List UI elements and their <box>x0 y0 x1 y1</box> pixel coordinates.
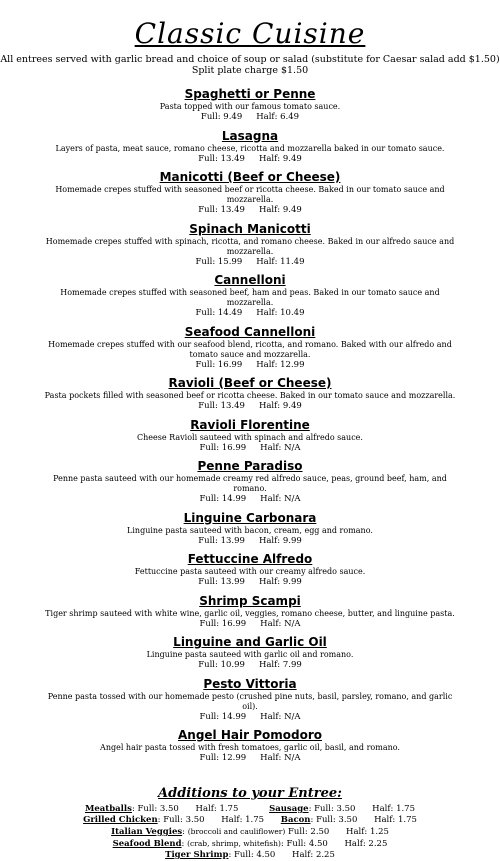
menu-items <box>0 87 500 764</box>
addition-tiger-shrimp-full: Full: 4.50 <box>234 850 276 860</box>
price-half: Half: N/A <box>260 618 301 629</box>
item-description: Homemade crepes stuffed with seasoned beef, ham and peas. Baked in our tomato sauce and mozzarella. <box>60 288 440 307</box>
item-price <box>0 154 500 165</box>
menu-item <box>0 594 500 630</box>
addition-italian-veggies-full: Full: 2.50 <box>288 827 330 837</box>
item-price <box>0 360 500 371</box>
price-half: Half: 11.49 <box>256 256 305 267</box>
addition-seafood-blend-note: (crab, shrimp, whitefish) <box>187 839 281 848</box>
addition-seafood-blend-label: Seafood Blend <box>112 839 182 849</box>
item-name: Seafood Cannelloni <box>184 324 316 339</box>
menu-item <box>0 273 500 319</box>
price-full: Full: 12.99 <box>199 753 247 763</box>
menu-item <box>0 376 500 412</box>
item-price <box>0 577 500 588</box>
price-half: Half: 9.99 <box>258 535 302 546</box>
addition-italian-veggies-half: Half: 1.25 <box>346 827 389 837</box>
item-price <box>0 112 500 123</box>
additions-row: Meatballs: Full: 3.50 Half: 1.75 Sausage: Full: 3.50 Half: 1.75 <box>84 804 415 814</box>
addition-seafood-blend-half: Half: 2.25 <box>344 839 388 849</box>
price-half: Half: N/A <box>260 494 301 504</box>
price-half: Half: 6.49 <box>256 112 300 122</box>
addition-italian-veggies-label: Italian Veggies <box>111 827 183 837</box>
item-description: Layers of pasta, meat sauce, romano cheese, ricotta and mozzarella baked in our tomato sauce. <box>55 143 445 153</box>
item-description: Homemade crepes stuffed with our seafood blend, ricotta, and romano. Baked with our alfredo and tomato sauce and mozzarella. <box>48 339 452 359</box>
price-full: Full: 14.99 <box>199 494 247 504</box>
addition-bacon-half: Half: 1.75 <box>374 815 417 825</box>
item-price <box>0 494 500 505</box>
menu-item <box>0 635 500 671</box>
price-full: Full: 16.99 <box>199 442 247 453</box>
additions-row: Grilled Chicken: Full: 3.50 Half: 1.75 Bacon: Full: 3.50 Half: 1.75 <box>83 815 417 825</box>
item-name: Angel Hair Pomodoro <box>178 728 322 742</box>
subtitle-line-2: Split plate charge $1.50 <box>191 65 309 76</box>
item-description: Angel hair pasta tossed with fresh tomatoes, garlic oil, basil, and romano. <box>100 743 400 752</box>
menu-item <box>0 728 500 764</box>
menu-item <box>0 511 500 547</box>
price-half: Half: 9.49 <box>258 205 302 215</box>
menu-item <box>0 222 500 268</box>
price-half: Half: 10.49 <box>256 308 305 318</box>
item-name: Fettuccine Alfredo <box>187 552 313 566</box>
item-price <box>0 205 500 216</box>
item-description: Homemade crepes stuffed with spinach, ricotta, and romano cheese. Baked in our alfredo sauce and mozzarella. <box>45 236 455 256</box>
item-description: Tiger shrimp sauteed with white wine, garlic oil, veggies, romano cheese, butter, and linguine pasta. <box>45 608 455 618</box>
price-full: Full: 16.99 <box>195 359 243 370</box>
item-price <box>0 619 500 630</box>
addition-bacon-full: Full: 3.50 <box>316 815 358 825</box>
menu-item <box>0 459 500 505</box>
item-description: Fettuccine pasta sauteed with our creamy alfredo sauce. <box>134 567 366 576</box>
item-description: Pasta topped with our famous tomato sauce. <box>159 102 341 111</box>
price-half: Half: N/A <box>260 711 301 722</box>
menu-item <box>0 552 500 588</box>
item-description: Cheese Ravioli sauteed with spinach and alfredo sauce. <box>137 432 363 442</box>
menu-item <box>0 677 500 723</box>
addition-meatballs-label: Meatballs <box>84 804 132 814</box>
item-name: Manicotti (Beef or Cheese) <box>159 170 341 184</box>
price-full: Full: 10.99 <box>198 660 245 670</box>
price-full: Full: 14.49 <box>195 308 243 318</box>
menu-item <box>0 87 500 123</box>
addition-bacon-label: Bacon <box>280 815 311 825</box>
item-price <box>0 443 500 454</box>
price-full: Full: 14.99 <box>199 711 247 722</box>
item-name: Spaghetti or Penne <box>184 87 316 101</box>
price-half: Half: N/A <box>260 442 301 453</box>
item-description: Homemade crepes stuffed with seasoned beef or ricotta cheese. Baked in our tomato sauce and mozzarella. <box>55 185 445 204</box>
menu-item <box>0 170 500 216</box>
additions-title: Additions to your Entree: <box>158 786 342 801</box>
item-name: Penne Paradiso <box>197 459 303 473</box>
item-name: Linguine and Garlic Oil <box>173 635 327 649</box>
item-name: Pesto Vittoria <box>203 676 297 691</box>
addition-sausage-label: Sausage <box>269 804 309 814</box>
price-full: Full: 13.49 <box>198 153 245 164</box>
menu-item <box>0 129 500 165</box>
item-description: Penne pasta tossed with our homemade pesto (crushed pine nuts, basil, parsley, romano, and garlic oil). <box>47 691 453 711</box>
item-name: Ravioli (Beef or Cheese) <box>168 376 332 390</box>
item-description: Linguine pasta sauteed with garlic oil and romano. <box>146 650 354 659</box>
item-name: Spinach Manicotti <box>189 221 311 236</box>
addition-grilled-chicken-half: Half: 1.75 <box>221 815 265 825</box>
item-description: Penne pasta sauteed with our homemade creamy red alfredo sauce, peas, ground beef, ham, and romano. <box>53 474 447 493</box>
price-full: Full: 13.99 <box>198 577 245 587</box>
item-price <box>0 660 500 671</box>
item-name: Shrimp Scampi <box>199 593 301 608</box>
price-half: Half: 9.99 <box>258 577 302 587</box>
item-name: Lasagna <box>221 128 279 143</box>
menu-item <box>0 325 500 371</box>
additions-row: Seafood Blend: (crab, shrimp, whitefish): Full: 4.50 Half: 2.25 <box>112 839 388 849</box>
additions-row: Italian Veggies: (broccoli and cauliflower) Full: 2.50 Half: 1.25 <box>111 827 389 837</box>
item-price <box>0 401 500 412</box>
price-half: Half: N/A <box>260 753 301 763</box>
price-full: Full: 16.99 <box>199 618 247 629</box>
price-full: Full: 13.49 <box>198 205 245 215</box>
addition-meatballs-full: Full: 3.50 <box>137 804 179 814</box>
additions-list <box>0 804 500 861</box>
addition-tiger-shrimp-label: Tiger Shrimp <box>165 850 229 860</box>
additions-row: Tiger Shrimp: Full: 4.50 Half: 2.25 <box>165 850 335 860</box>
price-half: Half: 9.49 <box>258 153 302 164</box>
price-full: Full: 13.49 <box>198 401 245 411</box>
item-name: Ravioli Florentine <box>190 417 310 432</box>
addition-meatballs-half: Half: 1.75 <box>195 804 239 814</box>
menu-title: Classic Cuisine <box>134 17 366 50</box>
price-full: Full: 13.99 <box>198 535 245 546</box>
subtitle-line-1: All entrees served with garlic bread and choice of soup or salad (substitute for Caesar salad add $1.50) <box>0 54 500 65</box>
price-half: Half: 9.49 <box>258 401 302 411</box>
item-description: Pasta pockets filled with seasoned beef or ricotta cheese. Baked in our tomato sauce and mozzarella. <box>44 391 456 400</box>
item-price <box>0 712 500 723</box>
addition-sausage-half: Half: 1.75 <box>372 804 415 814</box>
menu-subtitle <box>0 54 500 76</box>
addition-grilled-chicken-full: Full: 3.50 <box>163 815 205 825</box>
item-price <box>0 753 500 764</box>
addition-seafood-blend-full: Full: 4.50 <box>286 839 328 849</box>
addition-sausage-full: Full: 3.50 <box>314 804 356 814</box>
item-name: Linguine Carbonara <box>183 510 317 525</box>
price-full: Full: 9.49 <box>200 112 243 122</box>
price-full: Full: 15.99 <box>195 256 243 267</box>
item-description: Linguine pasta sauteed with bacon, cream, egg and romano. <box>127 525 373 535</box>
item-price <box>0 308 500 319</box>
item-price <box>0 536 500 547</box>
addition-tiger-shrimp-half: Half: 2.25 <box>292 850 335 860</box>
menu-item <box>0 418 500 454</box>
item-price <box>0 257 500 268</box>
addition-italian-veggies-note: (broccoli and cauliflower) <box>187 827 286 836</box>
addition-grilled-chicken-label: Grilled Chicken <box>83 815 158 825</box>
item-name: Cannelloni <box>214 273 286 287</box>
price-half: Half: 7.99 <box>258 660 302 670</box>
price-half: Half: 12.99 <box>256 359 305 370</box>
